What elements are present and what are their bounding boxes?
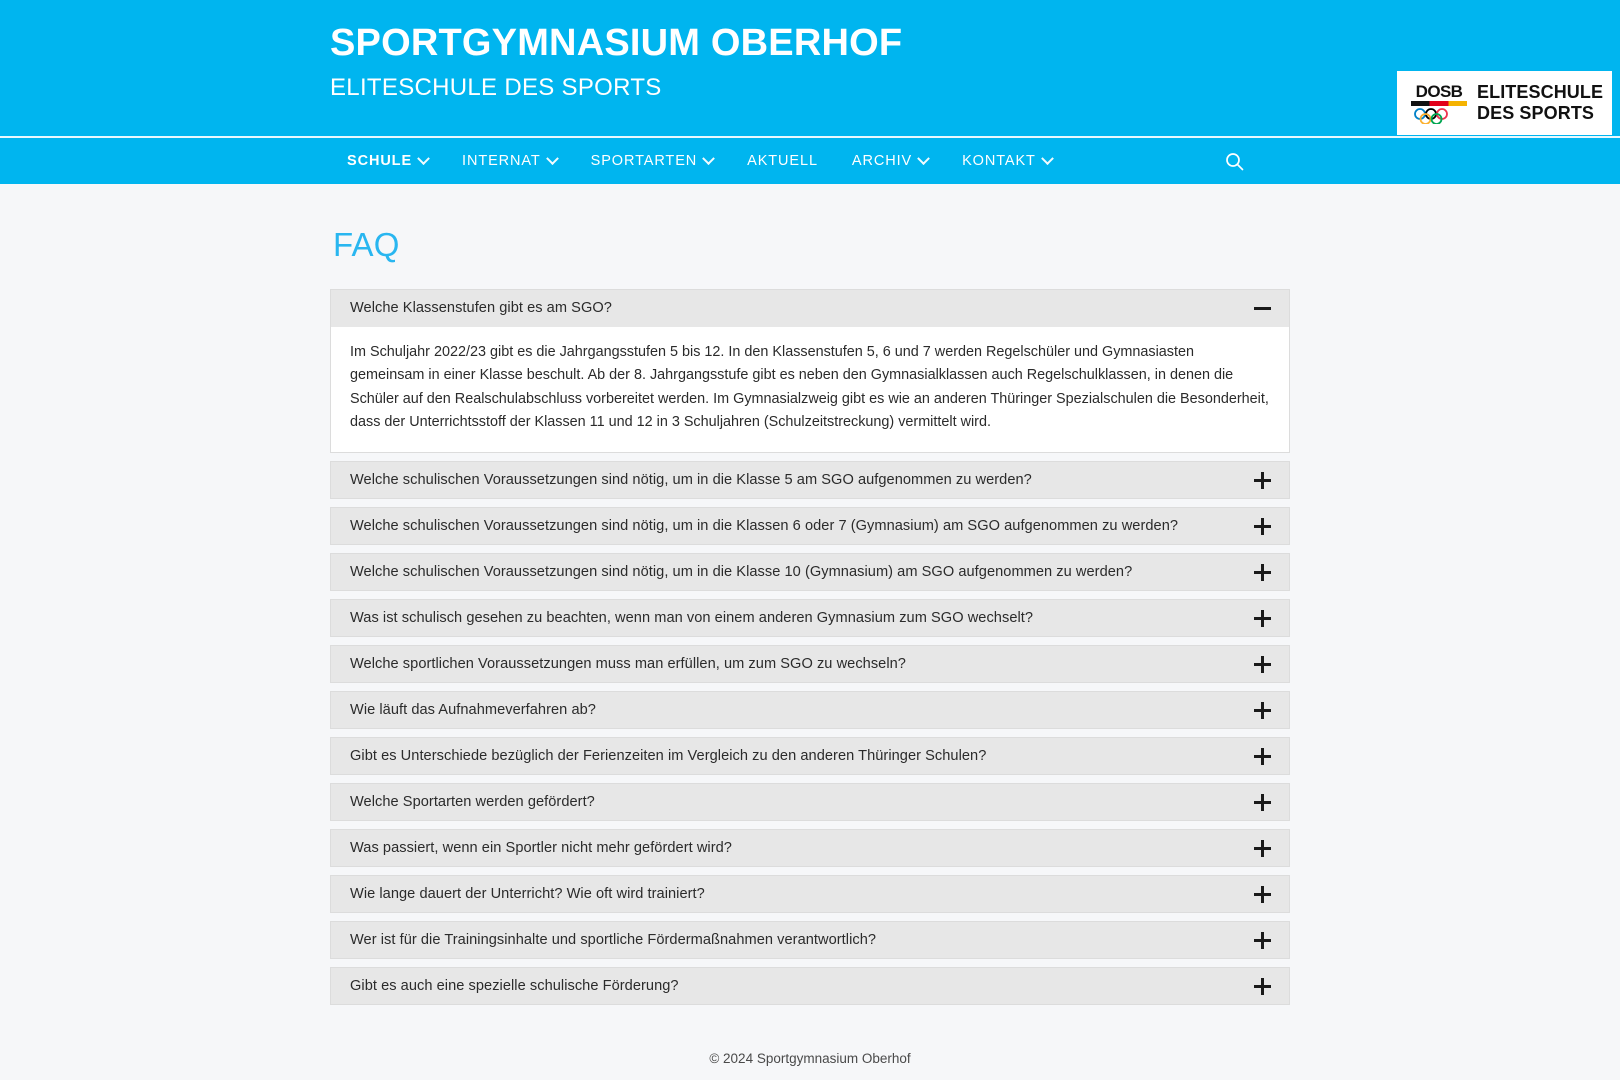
- plus-icon[interactable]: [1254, 840, 1271, 857]
- plus-icon[interactable]: [1254, 656, 1271, 673]
- faq-question-text: Welche schulischen Voraussetzungen sind nötig, um in die Klasse 5 am SGO aufgenommen zu werden?: [350, 472, 1032, 489]
- faq-question-header[interactable]: [330, 829, 1290, 867]
- faq-item: [330, 645, 1290, 683]
- faq-answer: Im Schuljahr 2022/23 gibt es die Jahrgangsstufen 5 bis 12. In den Klassenstufen 5, 6 und 7 werden Regelschüler und Gymnasiasten gemeinsam in einer Klasse beschult. Ab der 8. Jahrgangsstufe gibt es neben den Gymnasialklassen auch Regelschulklassen, in denen die Schüler auf den Realschulabschluss vorbereitet werden. Im Gymnasialzweig gibt es wie an anderen Thüringer Spezialschulen die Besonderheit, dass der Unterrichtsstoff der Klassen 11 und 12 in 3 Schuljahren (Schulzeitstreckung) vermittelt wird.: [330, 327, 1290, 453]
- chevron-down-icon: [917, 152, 930, 165]
- faq-question-header[interactable]: [330, 691, 1290, 729]
- plus-icon[interactable]: [1254, 794, 1271, 811]
- site-title: SPORTGYMNASIUM OBERHOF: [330, 22, 903, 64]
- nav-item-label: KONTAKT: [962, 153, 1036, 169]
- nav-item-internat[interactable]: [445, 153, 574, 169]
- nav-item-archiv[interactable]: [835, 153, 945, 169]
- search-icon[interactable]: [1222, 149, 1246, 173]
- nav-item-kontakt[interactable]: [945, 153, 1069, 169]
- faq-item: [330, 967, 1290, 1005]
- plus-icon[interactable]: [1254, 610, 1271, 627]
- faq-question-text: Gibt es auch eine spezielle schulische Förderung?: [350, 978, 679, 995]
- faq-item: [330, 691, 1290, 729]
- chevron-down-icon: [417, 152, 430, 165]
- plus-icon[interactable]: [1254, 886, 1271, 903]
- dosb-badge-line2: DES SPORTS: [1477, 103, 1595, 123]
- faq-question-header[interactable]: [330, 507, 1290, 545]
- chevron-down-icon: [1041, 152, 1054, 165]
- faq-question-header[interactable]: [330, 553, 1290, 591]
- nav-item-sportarten[interactable]: [574, 153, 731, 169]
- faq-question-text: Welche sportlichen Voraussetzungen muss man erfüllen, um zum SGO zu wechseln?: [350, 656, 906, 673]
- content-container: [330, 184, 1290, 1013]
- faq-item: [330, 507, 1290, 545]
- german-flag-bar-icon: [1411, 101, 1467, 106]
- nav-item-aktuell[interactable]: [730, 153, 835, 169]
- chevron-down-icon: [702, 152, 715, 165]
- nav-list: [0, 153, 1069, 169]
- faq-question-header[interactable]: [330, 737, 1290, 775]
- faq-item: [330, 783, 1290, 821]
- dosb-badge-line1: ELITESCHULE: [1477, 81, 1604, 102]
- nav-item-label: SPORTARTEN: [590, 153, 698, 169]
- faq-item: [330, 289, 1290, 453]
- page-title: FAQ: [333, 226, 400, 263]
- faq-item: [330, 921, 1290, 959]
- dosb-wordmark: DOSB: [1415, 82, 1463, 101]
- faq-item: [330, 461, 1290, 499]
- nav-item-label: SCHULE: [347, 153, 413, 169]
- faq-item: [330, 737, 1290, 775]
- faq-question-text: Was ist schulisch gesehen zu beachten, wenn man von einem anderen Gymnasium zum SGO wechselt?: [350, 610, 1034, 627]
- site-footer: [0, 1013, 1620, 1080]
- faq-question-header[interactable]: [330, 921, 1290, 959]
- plus-icon[interactable]: [1254, 564, 1271, 581]
- faq-question-header[interactable]: [330, 289, 1290, 327]
- faq-question-header[interactable]: [330, 645, 1290, 683]
- faq-question-header[interactable]: [330, 967, 1290, 1005]
- brand-block: [0, 0, 902, 101]
- faq-question-text: Gibt es Unterschiede bezüglich der Ferienzeiten im Vergleich zu den anderen Thüringer Schulen?: [350, 748, 987, 765]
- dosb-logo-mark: [1410, 82, 1468, 124]
- page-content: [0, 184, 1620, 1013]
- plus-icon[interactable]: [1254, 518, 1271, 535]
- faq-item: [330, 829, 1290, 867]
- faq-question-header[interactable]: [330, 599, 1290, 637]
- faq-question-text: Welche schulischen Voraussetzungen sind nötig, um in die Klasse 10 (Gymnasium) am SGO aufgenommen zu werden?: [350, 564, 1133, 581]
- faq-item: [330, 875, 1290, 913]
- faq-question-text: Wie läuft das Aufnahmeverfahren ab?: [350, 702, 596, 719]
- faq-question-text: Welche Sportarten werden gefördert?: [350, 794, 595, 811]
- site-subtitle: ELITESCHULE DES SPORTS: [330, 73, 662, 101]
- copyright-text: © 2024 Sportgymnasium Oberhof: [709, 1051, 911, 1067]
- main-navigation: [0, 136, 1620, 184]
- site-masthead: [0, 0, 1620, 136]
- plus-icon[interactable]: [1254, 932, 1271, 949]
- dosb-eliteschule-badge: [1397, 71, 1612, 135]
- faq-item: [330, 599, 1290, 637]
- nav-item-label: AKTUELL: [747, 153, 818, 169]
- faq-accordion: [330, 289, 1290, 1013]
- olympic-rings-icon: [1411, 108, 1467, 124]
- faq-question-text: Wie lange dauert der Unterricht? Wie oft wird trainiert?: [350, 886, 705, 903]
- nav-item-schule[interactable]: [330, 153, 445, 169]
- faq-question-text: Wer ist für die Trainingsinhalte und sportliche Fördermaßnahmen verantwortlich?: [350, 932, 877, 949]
- plus-icon[interactable]: [1254, 978, 1271, 995]
- plus-icon[interactable]: [1254, 748, 1271, 765]
- plus-icon[interactable]: [1254, 472, 1271, 489]
- faq-question-text: Welche schulischen Voraussetzungen sind nötig, um in die Klassen 6 oder 7 (Gymnasium) am SGO aufgenommen zu werden?: [350, 518, 1179, 535]
- faq-question-header[interactable]: [330, 461, 1290, 499]
- nav-item-label: INTERNAT: [462, 153, 541, 169]
- dosb-badge-text: [1477, 82, 1603, 124]
- nav-item-label: ARCHIV: [851, 153, 913, 169]
- faq-question-header[interactable]: [330, 875, 1290, 913]
- plus-icon[interactable]: [1254, 702, 1271, 719]
- faq-question-text: Welche Klassenstufen gibt es am SGO?: [350, 300, 612, 317]
- faq-question-text: Was passiert, wenn ein Sportler nicht mehr gefördert wird?: [350, 840, 732, 857]
- chevron-down-icon: [546, 152, 559, 165]
- faq-item: [330, 553, 1290, 591]
- faq-question-header[interactable]: [330, 783, 1290, 821]
- minus-icon[interactable]: [1254, 300, 1271, 317]
